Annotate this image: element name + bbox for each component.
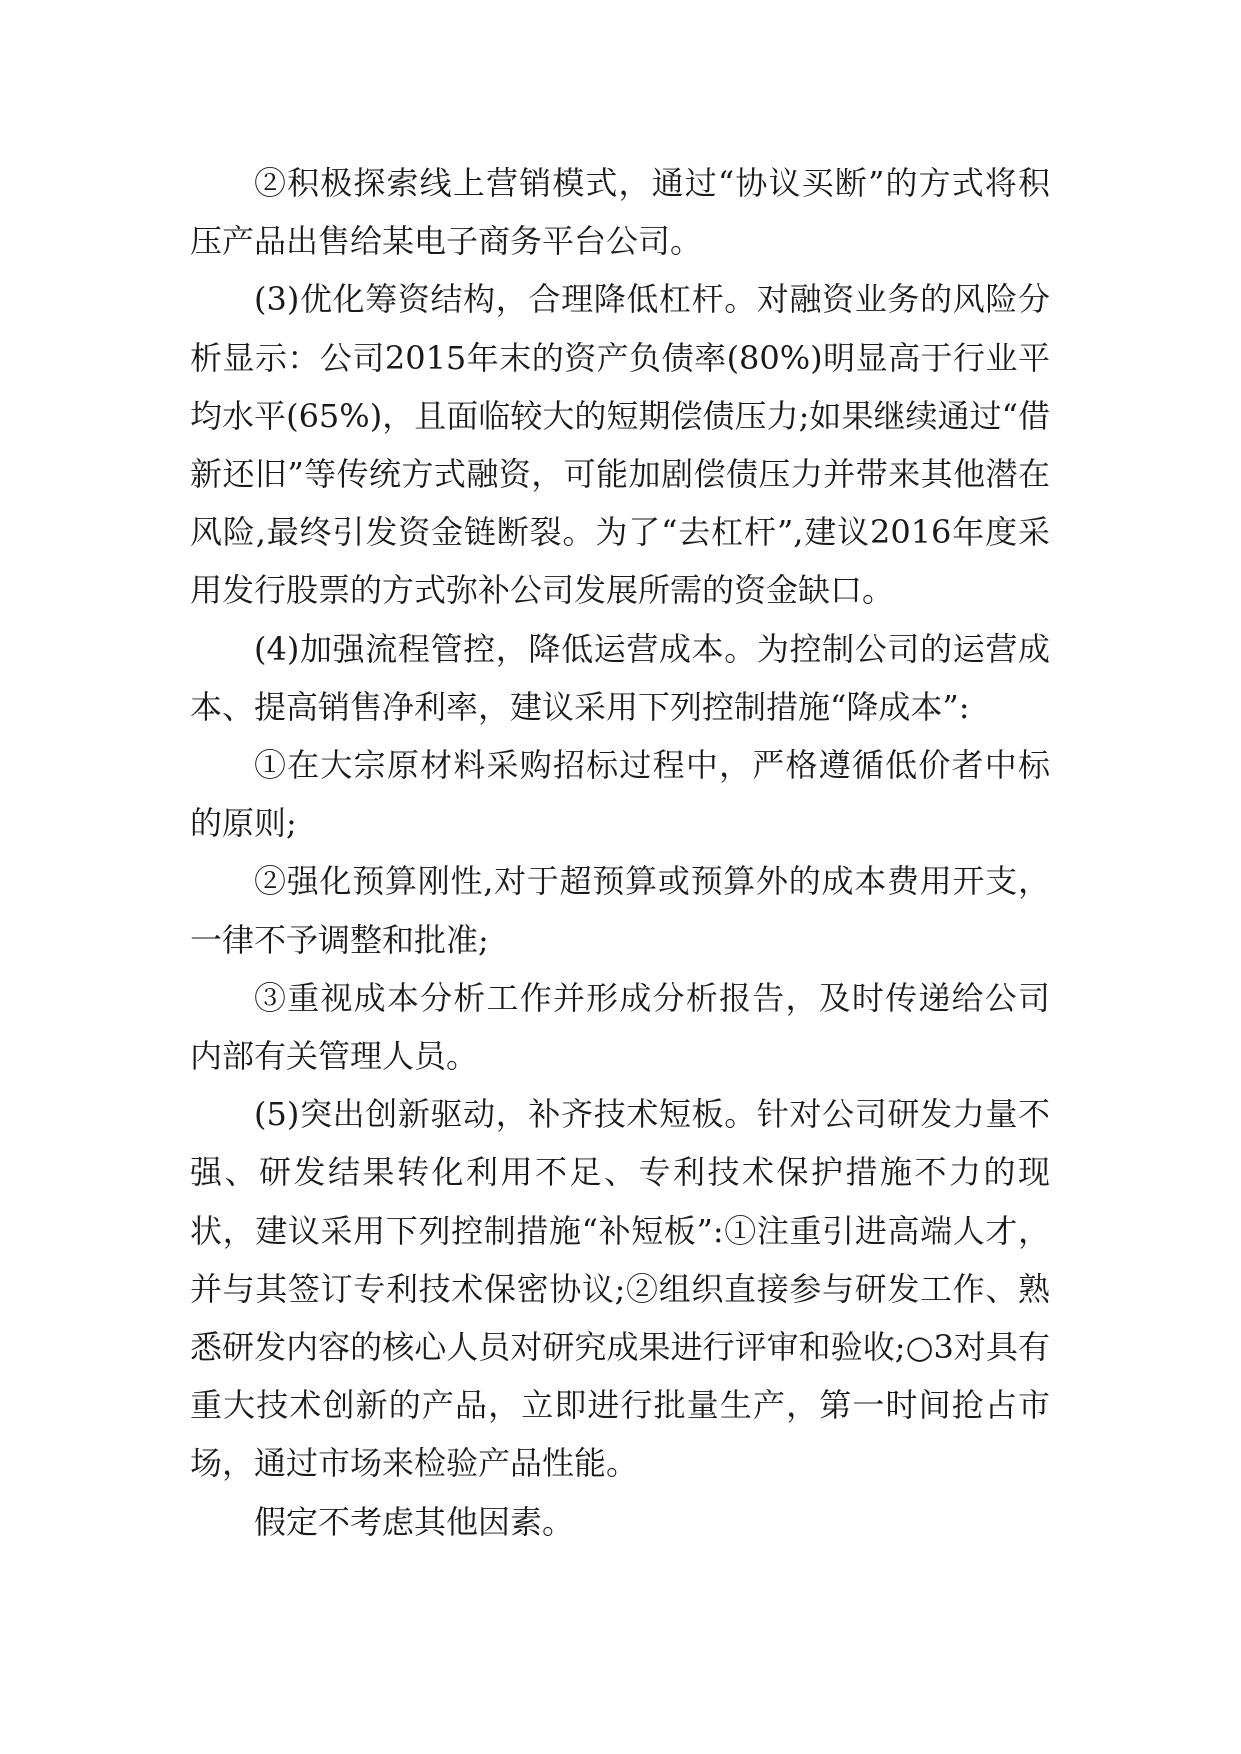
paragraph-assumption: 假定不考虑其他因素。 [254,1502,575,1541]
paragraph-process-control: (4)加强流程管控，降低运营成本。为控制公司的运营成本、提高销售净利率，建议采用下列控制措施“降成本”: [190,629,1050,726]
paragraph-innovation: (5)突出创新驱动，补齐技术短板。针对公司研发力量不强、研发结果转化利用不足、专利技术保护措施不力的现状，建议采用下列控制措施“补短板”:①注重引进高端人才，并与其签订专利技术保密协议;②组织直接参与研发工作、熟悉研发内容的核心人员对研究成果进行评审和验收;○3对具有重大技术创新的产品，立即进行批量生产，第一时间抢占市场，通过市场来检验产品性能。 [190,1095,1050,1483]
paragraph-measure-procurement: ①在大宗原材料采购招标过程中，严格遵循低价者中标的原则; [190,746,1050,843]
document-body [190,154,1050,1551]
paragraph-financing-structure: (3)优化筹资结构，合理降低杠杆。对融资业务的风险分析显示：公司2015年末的资产负债率(80%)明显高于行业平均水平(65%)，且面临较大的短期偿债压力;如果继续通过“借新还旧”等传统方式融资，可能加剧偿债压力并带来其他潜在风险,最终引发资金链断裂。为了“去杠杆”,建议2016年度采用发行股票的方式弥补公司发展所需的资金缺口。 [190,280,1050,610]
paragraph-measure-cost-analysis: ③重视成本分析工作并形成分析报告，及时传递给公司内部有关管理人员。 [190,978,1050,1076]
paragraph-online-marketing: ②积极探索线上营销模式，通过“协议买断”的方式将积压产品出售给某电子商务平台公司。 [190,164,1050,261]
paragraph-measure-budget: ②强化预算刚性,对于超预算或预算外的成本费用开支，一律不予调整和批准; [190,862,1050,959]
